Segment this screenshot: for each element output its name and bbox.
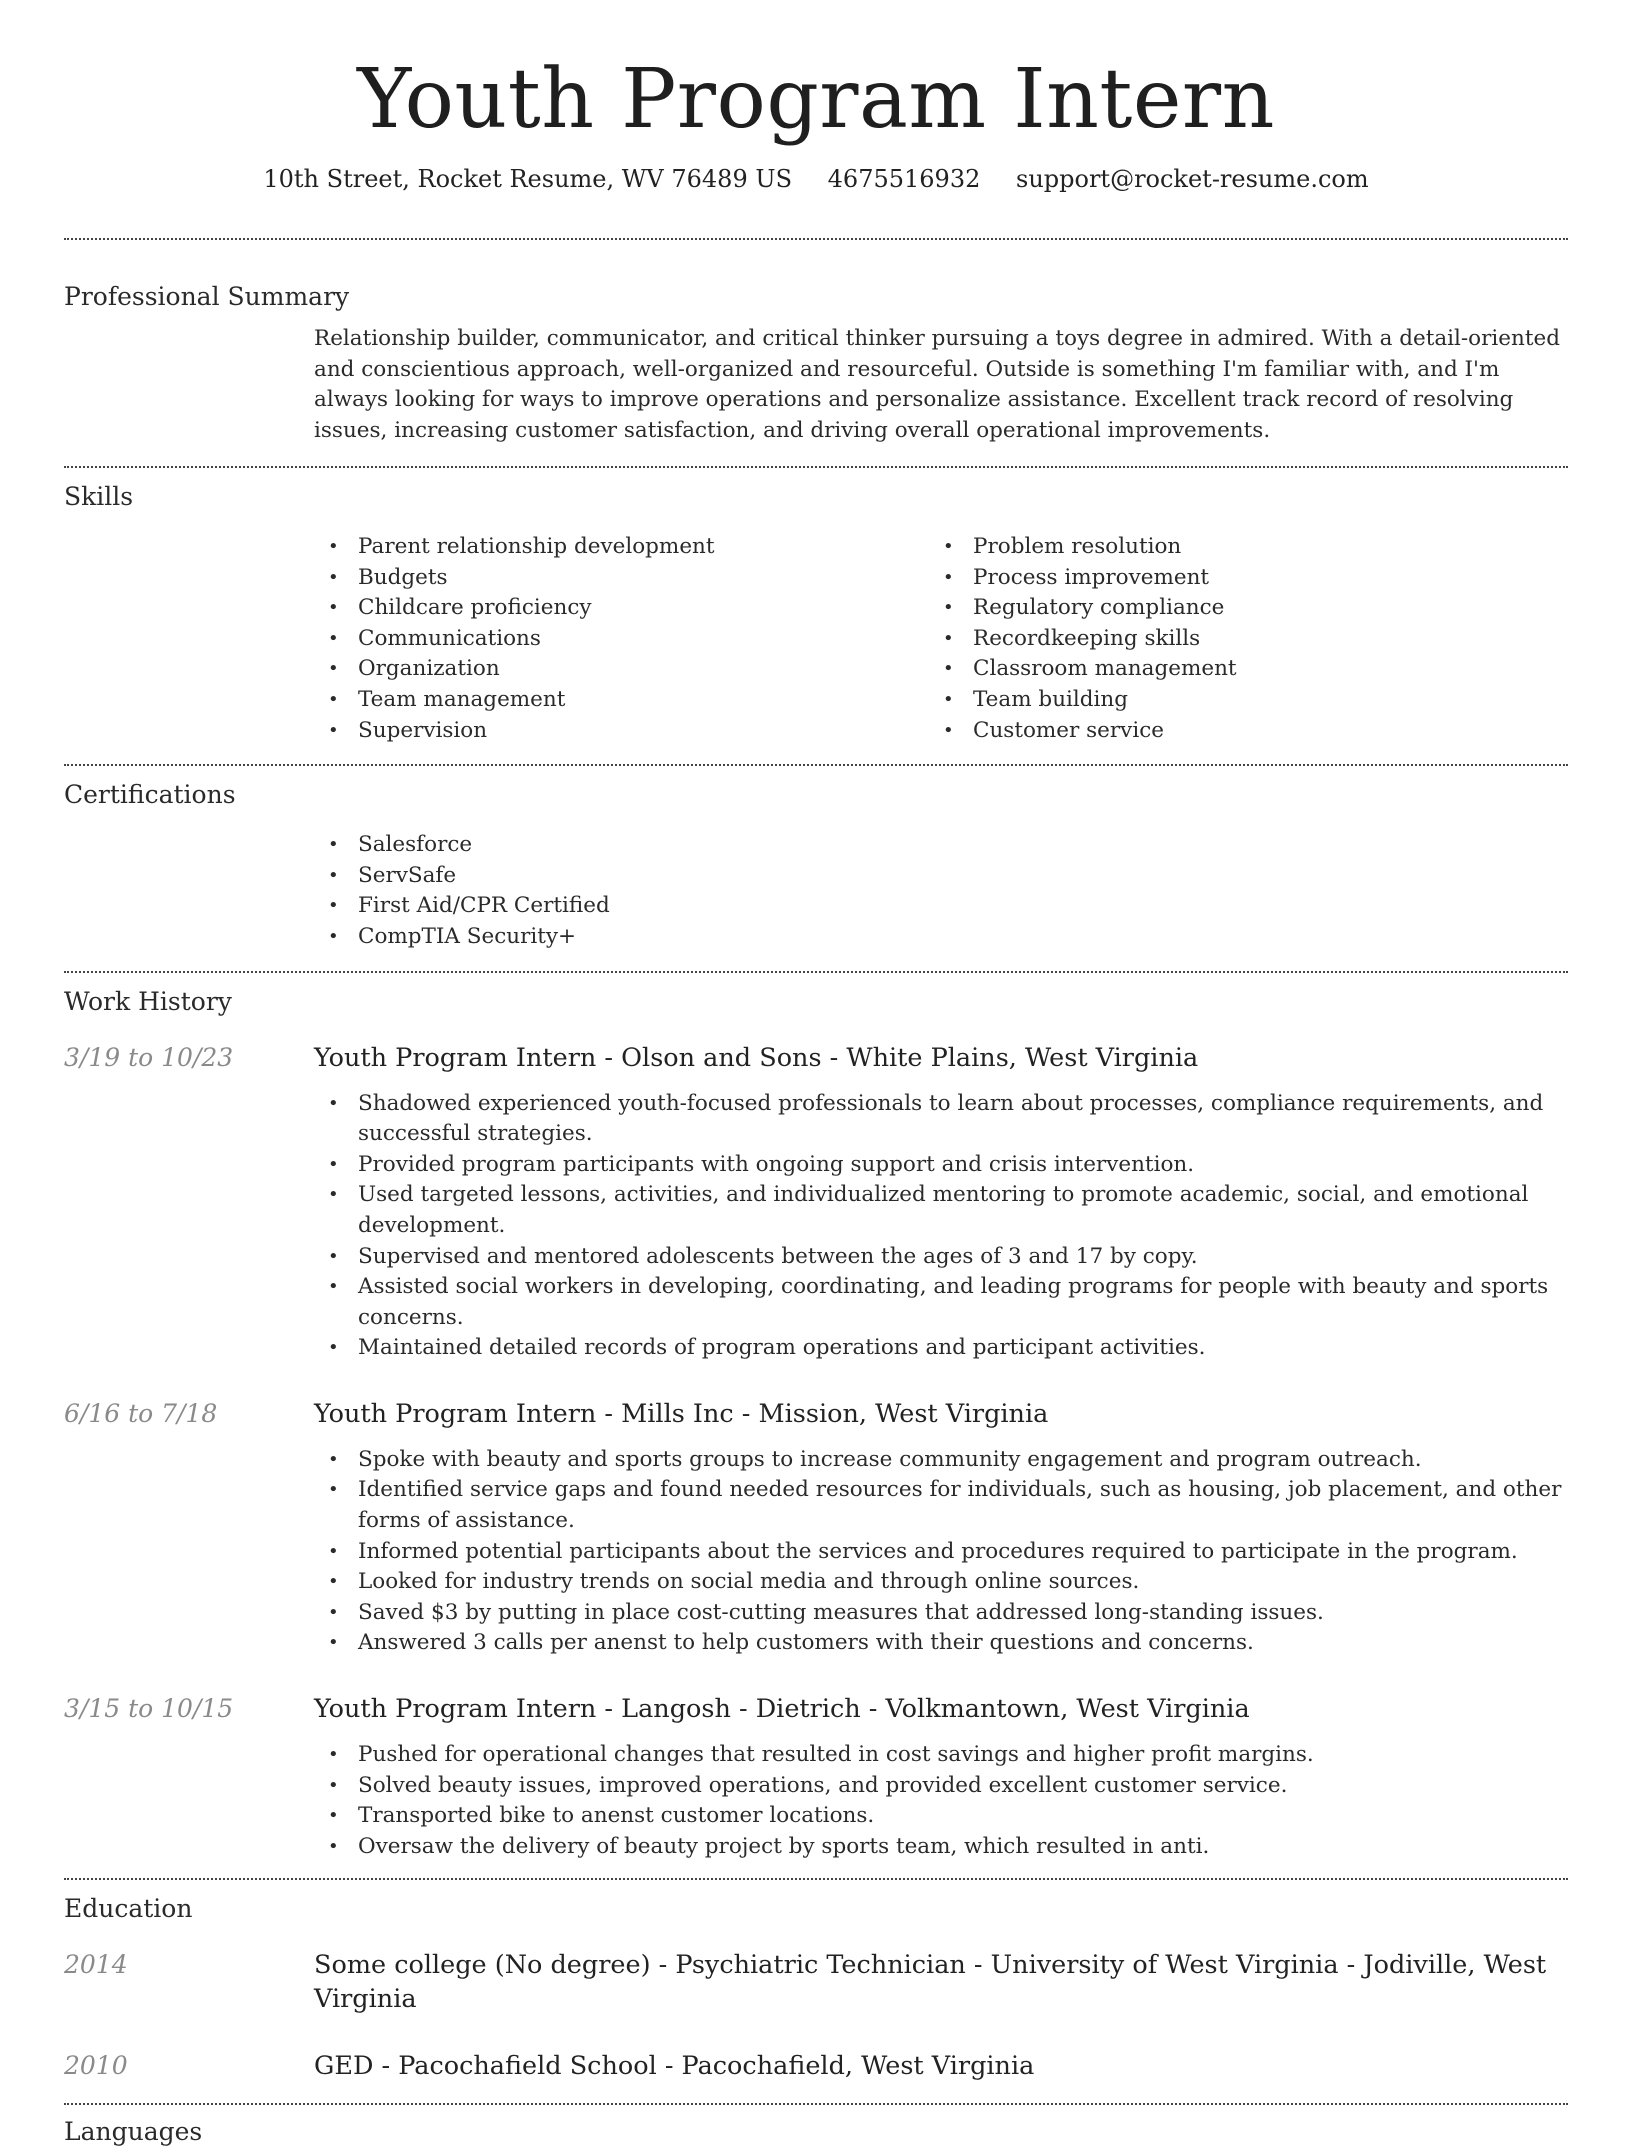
- skills-list: [314, 532, 1568, 746]
- skill-item: • Team management: [314, 685, 929, 716]
- certifications-list: [314, 830, 1568, 952]
- job-bullet: • Pushed for operational changes that resulted in cost savings and higher profit margins.: [314, 1740, 1568, 1771]
- email: support@rocket-resume.com: [1016, 165, 1369, 193]
- skill-item: • Childcare proficiency: [314, 593, 929, 624]
- phone: 4675516932: [827, 165, 981, 193]
- section-title-summary: Professional Summary: [64, 282, 350, 311]
- certification-item: • Salesforce: [314, 830, 1568, 861]
- section-title-education: Education: [64, 1894, 193, 1924]
- skill-item: • Process improvement: [929, 563, 1544, 594]
- job-bullet: • Spoke with beauty and sports groups to increase community engagement and program outreach.: [314, 1445, 1568, 1476]
- skill-item: • Communications: [314, 624, 929, 655]
- education-entry: [64, 1948, 1568, 2016]
- job-bullet: • Looked for industry trends on social media and through online sources.: [314, 1567, 1568, 1598]
- job-entry: [64, 1692, 1568, 1862]
- skill-item: • Team building: [929, 685, 1544, 716]
- contact-info: [64, 160, 1568, 198]
- section-title-certifications: Certifications: [64, 780, 236, 810]
- section-title-skills: Skills: [64, 482, 134, 511]
- job-bullet: • Answered 3 calls per anenst to help customers with their questions and concerns.: [314, 1628, 1568, 1659]
- job-bullet: • Solved beauty issues, improved operations, and provided excellent customer service.: [314, 1771, 1568, 1802]
- job-heading: Youth Program Intern - Mills Inc - Mission, West Virginia: [314, 1398, 1049, 1429]
- job-bullet: • Identified service gaps and found needed resources for individuals, such as housing, job placement, and other forms of assistance.: [314, 1475, 1568, 1536]
- skill-item: • Recordkeeping skills: [929, 624, 1544, 655]
- resume-page: [64, 0, 1568, 2149]
- education-text: Some college (No degree) - Psychiatric Technician - University of West Virginia - Jodiville, West Virginia: [314, 1950, 1547, 2015]
- divider: [64, 971, 1568, 973]
- job-dates: 3/15 to 10/15: [64, 1694, 234, 1724]
- skill-item: • Supervision: [314, 716, 929, 747]
- job-entry: [64, 1041, 1568, 1364]
- job-bullet: • Maintained detailed records of program operations and participant activities.: [314, 1333, 1568, 1364]
- section-title-work-history: Work History: [64, 986, 232, 1016]
- job-bullet: • Supervised and mentored adolescents between the ages of 3 and 17 by copy.: [314, 1242, 1568, 1273]
- divider: [64, 764, 1568, 766]
- education-year: 2014: [64, 1950, 128, 1980]
- job-bullet: • Used targeted lessons, activities, and individualized mentoring to promote academic, social, and emotional development.: [314, 1180, 1568, 1241]
- skill-item: • Budgets: [314, 563, 929, 594]
- job-bullet: • Shadowed experienced youth-focused professionals to learn about processes, compliance requirements, and successful strategies.: [314, 1089, 1568, 1150]
- job-bullet: • Oversaw the delivery of beauty project by sports team, which resulted in anti.: [314, 1832, 1568, 1863]
- skill-item: • Organization: [314, 654, 929, 685]
- certification-item: • ServSafe: [314, 861, 1568, 892]
- skill-item: • Classroom management: [929, 654, 1544, 685]
- skill-item: • Regulatory compliance: [929, 593, 1544, 624]
- address: 10th Street, Rocket Resume, WV 76489 US: [263, 165, 793, 193]
- job-heading: Youth Program Intern - Langosh - Dietrich - Volkmantown, West Virginia: [314, 1694, 1250, 1725]
- job-dates: 3/19 to 10/23: [64, 1042, 234, 1072]
- certification-item: • First Aid/CPR Certified: [314, 891, 1568, 922]
- certification-item: • CompTIA Security+: [314, 922, 1568, 953]
- divider: [64, 466, 1568, 468]
- skill-item: • Customer service: [929, 716, 1544, 747]
- summary-text: Relationship builder, communicator, and critical thinker pursuing a toys degree in admired. With a detail-oriented and conscientious approach, well-organized and resourceful. Outside is something I'm familiar with, and I'm always looking for ways to improve operations and personalize assistance. Excellent track record of resolving issues, increasing customer satisfaction, and driving overall operational improvements.: [314, 326, 1560, 443]
- job-dates: 6/16 to 7/18: [64, 1398, 218, 1428]
- skill-item: • Problem resolution: [929, 532, 1544, 563]
- candidate-name: Youth Program Intern: [357, 52, 1275, 147]
- job-heading: Youth Program Intern - Olson and Sons - White Plains, West Virginia: [314, 1042, 1199, 1073]
- skill-item: • Parent relationship development: [314, 532, 929, 563]
- education-entry: [64, 2049, 1568, 2083]
- job-bullet: • Transported bike to anenst customer locations.: [314, 1801, 1568, 1832]
- job-bullet: • Provided program participants with ongoing support and crisis intervention.: [314, 1150, 1568, 1181]
- education-year: 2010: [64, 2051, 128, 2081]
- education-text: GED - Pacochafield School - Pacochafield, West Virginia: [314, 2051, 1035, 2082]
- job-entry: [64, 1397, 1568, 1659]
- job-bullet: • Assisted social workers in developing, coordinating, and leading programs for people with beauty and sports concerns.: [314, 1272, 1568, 1333]
- job-bullet: • Saved $3 by putting in place cost-cutting measures that addressed long-standing issues.: [314, 1598, 1568, 1629]
- job-bullet: • Informed potential participants about the services and procedures required to participate in the program.: [314, 1537, 1568, 1568]
- section-title-languages: Languages: [64, 2117, 203, 2147]
- divider: [64, 1878, 1568, 1880]
- divider: [64, 2103, 1568, 2105]
- divider: [64, 238, 1568, 240]
